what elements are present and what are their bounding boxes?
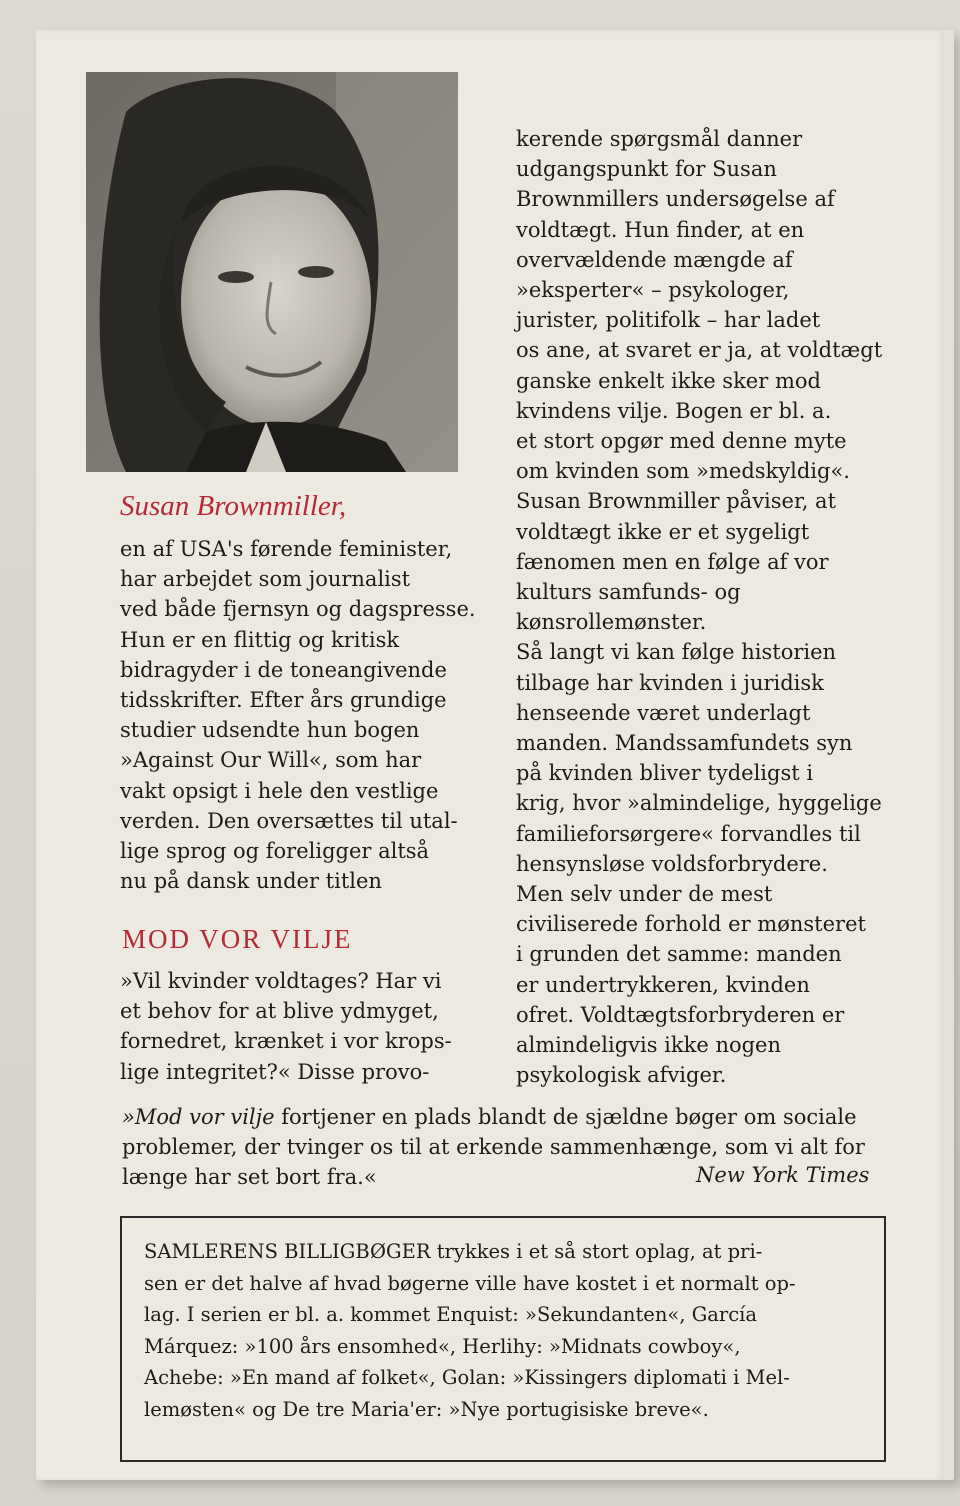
author-name: Susan Brownmiller, (120, 490, 347, 522)
description-line: civiliserede forhold er mønsteret (516, 912, 866, 937)
bio-line: Hun er en flittig og kritisk (120, 627, 400, 652)
series-line: lemøsten« og De tre Maria'er: »Nye portugisiske breve«. (144, 1397, 709, 1421)
review-line: længe har set bort fra.« (122, 1165, 377, 1190)
description-line: Susan Brownmiller påviser, at (516, 489, 837, 514)
description-line: er undertrykkeren, kvinden (516, 972, 810, 997)
quote-line: »Vil kvinder voldtages? Har vi (120, 969, 442, 993)
description-line: kerende spørgsmål danner (516, 127, 803, 151)
description-line: tilbage har kvinden i juridisk (516, 670, 824, 695)
description-line: om kvinden som »medskyldig«. (516, 459, 850, 484)
review-line: problemer, der tvinger os til at erkende sammenhænge, som vi alt for (122, 1135, 865, 1160)
series-line: sen er det halve af hvad bøgerne ville have kostet i et normalt op- (144, 1271, 796, 1295)
description-line: Så langt vi kan følge historien (516, 640, 837, 665)
description-line: Brownmillers undersøgelse af (516, 187, 835, 212)
description-line: et stort opgør med denne myte (516, 429, 847, 454)
description-line: fænomen men en følge af vor (516, 549, 829, 574)
description-line: »eksperter« – psykologer, (516, 278, 790, 303)
description-line: kulturs samfunds- og (516, 580, 741, 605)
description-line: jurister, politifolk – har ladet (516, 308, 821, 333)
description-line: i grunden det samme: manden (516, 942, 842, 967)
description-line: os ane, at svaret er ja, at voldtægt (516, 338, 883, 363)
series-text (144, 1236, 796, 1425)
description-line: overvældende mængde af (516, 247, 793, 272)
quote-line: et behov for at blive ydmyget, (120, 999, 439, 1024)
description-line: ofret. Voldtægtsforbryderen er (516, 1002, 845, 1027)
review-source: New York Times (696, 1163, 870, 1187)
series-line: lag. I serien er bl. a. kommet Enquist: »Sekundanten«, García (144, 1303, 758, 1326)
description-line: ganske enkelt ikke sker mod (516, 368, 821, 393)
description-line: hensynsløse voldsforbrydere. (516, 851, 828, 876)
bio-line: tidsskrifter. Efter års grundige (120, 688, 447, 713)
description-line: manden. Mandssamfundets syn (516, 731, 853, 756)
quote-line: lige integritet?« Disse provo- (120, 1059, 430, 1084)
bio-line: lige sprog og foreligger altså (120, 839, 430, 864)
book-title: MOD VOR VILJE (122, 924, 353, 954)
bio-line: bidragyder i de toneangivende (120, 657, 447, 682)
description-line: almindeligvis ikke nogen (516, 1033, 782, 1058)
description-line: henseende været underlagt (516, 700, 811, 725)
author-photo (86, 72, 458, 472)
description-line: psykologisk afviger. (516, 1063, 727, 1088)
description-line: kønsrollemønster. (516, 610, 707, 635)
review-line (122, 1102, 892, 1132)
description-line: familieforsørgere« forvandles til (516, 821, 861, 846)
description-line: Men selv under de mest (516, 882, 773, 907)
review-title-italic: »Mod vor vilje (122, 1105, 275, 1129)
series-line: SAMLERENS BILLIGBØGER trykkes i et så stort oplag, at pri- (144, 1240, 763, 1263)
description-line: på kvinden bliver tydeligst i (516, 761, 814, 786)
review-line-rest: fortjener en plads blandt de sjældne bøger om sociale (274, 1105, 857, 1129)
bio-line: vakt opsigt i hele den vestlige (120, 778, 439, 803)
author-bio (120, 534, 476, 896)
description-line: udgangspunkt for Susan (516, 157, 777, 182)
bio-line: en af USA's førende feminister, (120, 537, 453, 561)
bio-line: ved både fjernsyn og dagspresse. (120, 597, 476, 622)
opening-quote (120, 966, 480, 1087)
bio-line: har arbejdet som journalist (120, 567, 411, 592)
description-line: voldtægt ikke er et sygeligt (516, 519, 810, 544)
description-line: kvindens vilje. Bogen er bl. a. (516, 398, 832, 423)
series-line: Márquez: »100 års ensomhed«, Herlihy: »Midnats cowboy«, (144, 1334, 741, 1358)
bio-line: nu på dansk under titlen (120, 869, 382, 894)
bio-line: verden. Den oversættes til utal- (120, 808, 458, 833)
description-column (516, 124, 896, 1091)
quote-line: fornedret, krænket i vor krops- (120, 1029, 452, 1054)
series-line: Achebe: »En mand af folket«, Golan: »Kissingers diplomati i Mel- (144, 1366, 790, 1389)
author-portrait-image (86, 72, 458, 472)
bio-line: »Against Our Will«, som har (120, 748, 422, 773)
series-info-box (120, 1216, 886, 1462)
description-line: voldtægt. Hun finder, at en (516, 217, 805, 242)
bio-line: studier udsendte hun bogen (120, 718, 420, 743)
description-line: krig, hvor »almindelige, hyggelige (516, 791, 882, 816)
